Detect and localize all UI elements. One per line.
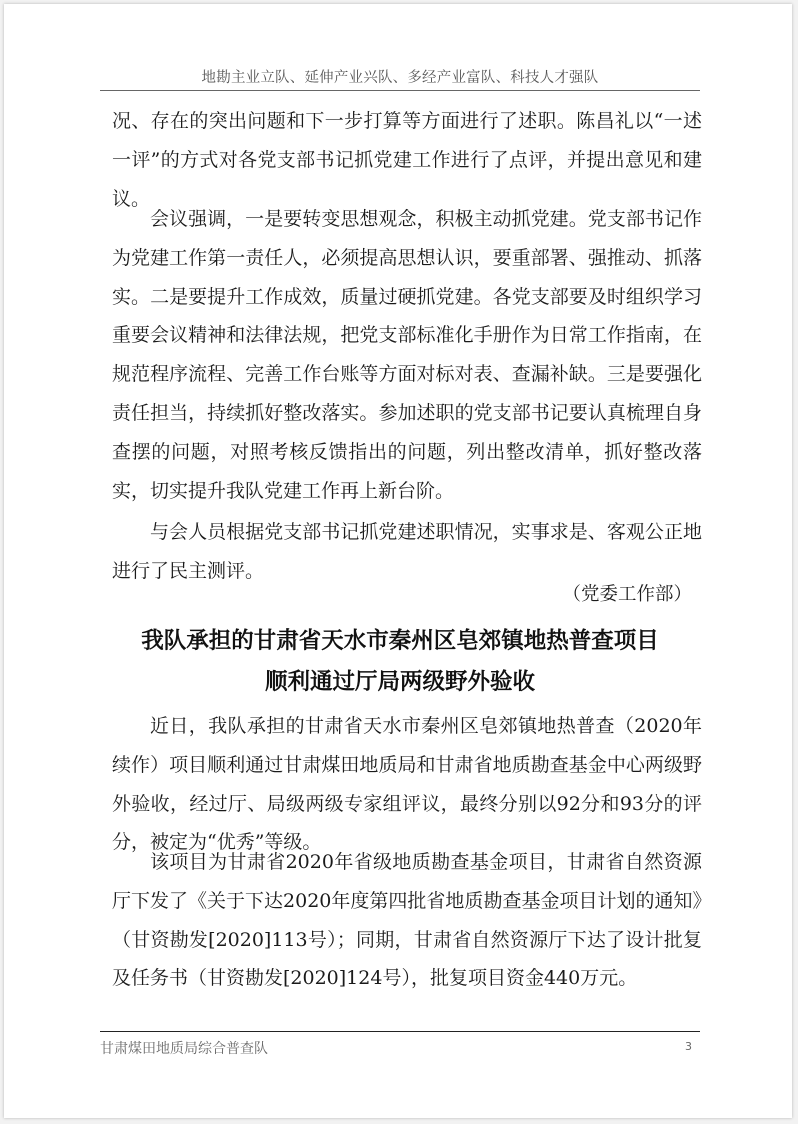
page-number: 3 bbox=[685, 1040, 692, 1053]
article1-signature: （党委工作部） bbox=[562, 584, 692, 605]
header-divider bbox=[100, 90, 700, 91]
article2-title-line-1: 我队承担的甘肃省天水市秦州区皂郊镇地热普查项目 bbox=[141, 628, 659, 654]
article1-paragraph-3: 与会人员根据党支部书记抓党建述职情况，实事求是、客观公正地进行了民主测评。 bbox=[112, 521, 702, 582]
footer-organization: 甘肃煤田地质局综合普查队 bbox=[100, 1041, 268, 1057]
article2-paragraph-2: 该项目为甘肃省2020年省级地质勘查基金项目，甘肃省自然资源厅下发了《关于下达2020年度第四批省地质勘查基金项目计划的通知》（甘资勘发[2020]113号）；同期，甘肃省自然资源厅下达了设计批复及任务书（甘资勘发[2020]124号），批复项目资金440万元。 bbox=[112, 851, 702, 990]
running-header: 地勘主业立队、延伸产业兴队、多经产业富队、科技人才强队 bbox=[201, 70, 599, 86]
article2-title-line-2: 顺利通过厅局两级野外验收 bbox=[264, 669, 535, 695]
footer-divider bbox=[100, 1031, 700, 1032]
article1-paragraph-1: 况、存在的突出问题和下一步打算等方面进行了述职。陈昌礼以“一述一评”的方式对各党支部书记抓党建工作进行了点评，并提出意见和建议。 bbox=[112, 110, 702, 210]
document-page bbox=[4, 4, 792, 1118]
article1-paragraph-2: 会议强调，一是要转变思想观念，积极主动抓党建。党支部书记作为党建工作第一责任人，必须提高思想认识，要重部署、强推动、抓落实。二是要提升工作成效，质量过硬抓党建。各党支部要及时组织学习重要会议精神和法律法规，把党支部标准化手册作为日常工作指南，在规范程序流程、完善工作台账等方面对标对表、查漏补缺。三是要强化责任担当，持续抓好整改落实。参加述职的党支部书记要认真梳理自身查摆的问题，对照考核反馈指出的问题，列出整改清单，抓好整改落实，切实提升我队党建工作再上新台阶。 bbox=[112, 208, 702, 502]
article2-paragraph-1: 近日，我队承担的甘肃省天水市秦州区皂郊镇地热普查（2020年续作）项目顺利通过甘肃煤田地质局和甘肃省地质勘查基金中心两级野外验收，经过厅、局级两级专家组评议，最终分别以92分和93分的评分，被定为“优秀”等级。 bbox=[112, 715, 702, 854]
